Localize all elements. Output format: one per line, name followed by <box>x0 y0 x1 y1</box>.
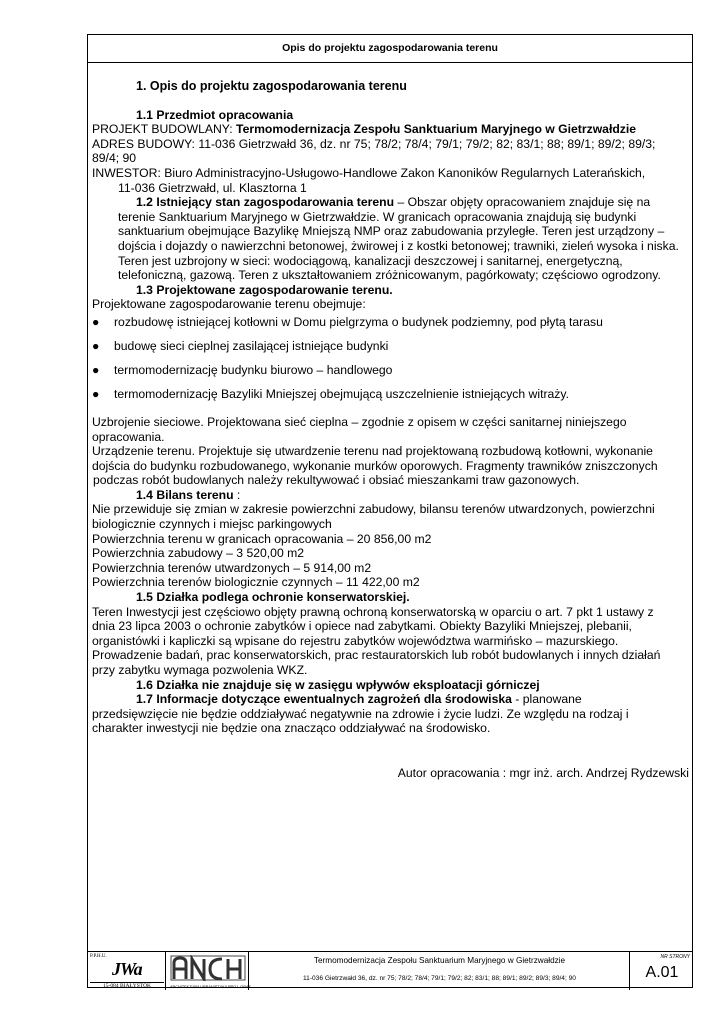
studio-logo-icon <box>170 955 246 981</box>
uzbrojenie-line-2: opracowania. <box>92 429 165 444</box>
bilans-line: biologicznie czynnych i miejsc parkingowych <box>92 517 332 532</box>
title-block-info <box>250 952 630 990</box>
ochrona-line: przy zabytku wymaga pozwolenia WKZ. <box>92 663 308 677</box>
list-item: ● termomodernizację budynku biurowo – handlowego <box>92 362 393 377</box>
bilans-line: Powierzchnia terenów utwardzonych – 5 914,00 m2 <box>92 560 372 575</box>
srodowisko-line: charakter inwestycji nie będzie ona znacząco oddziaływać na środowisko. <box>92 721 491 736</box>
section-1-7-title: 1.7 Informacje dotyczące ewentualnych zagrożeń dla środowiska - planowane <box>136 692 582 707</box>
bilans-line: Powierzchnia terenów biologicznie czynnych – 11 422,00 m2 <box>92 575 420 590</box>
page-number-cell <box>631 952 693 990</box>
page-header: Opis do projektu zagospodarowania terenu <box>88 35 692 63</box>
page-frame <box>87 34 693 988</box>
ochrona-line: organistówki i kapliczki są wpisane do rejestru zabytków województwa warmińsko – mazurskiego. <box>92 633 619 648</box>
document-body <box>92 79 689 781</box>
urzadzenie-line: Urządzenie terenu. Projektuje się utwardzenie terenu nad projektowaną rozbudową kotłowni, wykonanie <box>92 444 653 459</box>
ochrona-line: Prowadzenie badań, prac konserwatorskich, prac restauratorskich lub robót budowlanych i innych działań <box>92 648 661 663</box>
project-address: 11-036 Gietrzwałd 36, dz. nr 75; 78/2; 78/4; 79/1; 79/2; 82; 83/1; 88; 89/1; 89/2; 89/3; 89/4; 90 <box>303 975 576 982</box>
section-1-1-title: 1.1 Przedmiot opracowania <box>136 107 294 122</box>
bullet-icon: ● <box>92 314 100 329</box>
bullet-list <box>92 315 689 411</box>
author-signature: Autor opracowania : mgr inż. arch. Andrzej Rydzewski <box>397 765 689 780</box>
paragraph-line: sanktuarium obejmujące Bazylikę Mniejszą NMP oraz zabudowania przyległe. Teren jest urządzony – <box>118 224 665 239</box>
urzadzenie-line: podczas robót budowlanych należy rekultywować i obsiać mieszankami traw gazonowych. <box>93 473 580 488</box>
bullet-icon: ● <box>92 362 100 377</box>
section-1-2-text <box>92 210 689 283</box>
paragraph-line: terenie Sanktuarium Maryjnego w Gietrzwałdzie. W granicach opracowania znajdują się budynki <box>118 209 637 224</box>
list-item: ● termomodernizację Bazyliki Mniejszej obejmującą uszczelnienie istniejących witraży. <box>92 386 569 401</box>
page-number-label: NR STRONY <box>660 954 690 960</box>
bilans-line: Powierzchnia terenu w granicach opracowania – 20 856,00 m2 <box>92 531 432 546</box>
project-title: Termomodernizacja Zespołu Sanktuarium Maryjnego w Gietrzwałdzie <box>313 956 566 965</box>
inwestor-line-2: 11-036 Gietrzwałd, ul. Klasztorna 1 <box>118 180 307 195</box>
paragraph-line: telefoniczną, gazową. Teren z ukształtowaniem zróżnicowanym, pagórkowaty; częściowo ogrodzony. <box>118 268 661 283</box>
section-1-4-title: 1.4 Bilans terenu : <box>136 487 241 502</box>
list-item: ● rozbudowę istniejącej kotłowni w Domu pielgrzyma o budynek podziemny, pod płytą tarasu <box>92 314 603 329</box>
bullet-icon: ● <box>92 338 100 353</box>
company-mark: JWa <box>112 959 142 979</box>
studio-logo <box>167 952 252 990</box>
inwestor-line: INWESTOR: Biuro Administracyjno-Usługowo-Handlowe Zakon Kanoników Regularnych Laterańskich, <box>92 165 646 180</box>
company-type: P.P.H.U. <box>90 954 107 959</box>
section-1-2-title: 1.2 Istniejący stan zagospodarowania terenu – Obszar objęty opracowaniem znajduje się na <box>136 195 651 210</box>
srodowisko-line: przedsięwzięcie nie będzie oddziaływać negatywnie na zdrowie i życie ludzi. Ze względu na rodzaj i <box>92 706 629 721</box>
company-city: 15-084 BIAŁYSTOK <box>90 982 164 989</box>
adres-line: ADRES BUDOWY: 11-036 Gietrzwałd 36, dz. nr 75; 78/2; 78/4; 79/1; 79/2; 82; 83/1; 88; 89/1; 89/2; 89/3; <box>92 136 656 151</box>
section-1-5-title: 1.5 Działka podlega ochronie konserwatorskiej. <box>136 590 410 605</box>
uzbrojenie-line: Uzbrojenie sieciowe. Projektowana sieć cieplna – zgodnie z opisem w części sanitarnej niniejszego <box>92 414 627 429</box>
section-1-6-title: 1.6 Działka nie znajduje się w zasięgu wpływów eksploatacji górniczej <box>136 677 540 692</box>
bilans-line: Powierzchnia zabudowy – 3 520,00 m2 <box>92 546 305 561</box>
projekt-line: PROJEKT BUDOWLANY: Termomodernizacja Zespołu Sanktuarium Maryjnego w Gietrzwałdzie <box>92 122 637 137</box>
list-item: ● budowę sieci cieplnej zasilającej istniejące budynki <box>92 338 389 353</box>
adres-line-2: 89/4; 90 <box>92 151 137 166</box>
paragraph-line: Teren jest uzbrojony w sieci: wodociągową, kanalizacji deszczowej i sanitarnej, energetyczną, <box>118 253 623 268</box>
bullet-icon: ● <box>92 386 100 401</box>
section-1-3-title: 1.3 Projektowane zagospodarowanie terenu. <box>136 282 393 297</box>
urzadzenie-line: dojścia do budynku rozbudowanego, wykonanie murków oporowych. Fragmenty trawników zniszczonych <box>92 458 658 473</box>
studio-caption: ARCHITEKTURA URBANISTYKA PROJ. GRAF. <box>170 985 252 989</box>
paragraph-line: dojścia i dojazdy o nawierzchni betonowej, żwirowej i z kostki betonowej; trawniki, zieleń wysoka i niska. <box>118 238 679 253</box>
title-block <box>88 951 692 989</box>
bilans-line: Nie przewiduje się zmian w zakresie powierzchni zabudowy, bilansu terenów utwardzonych, powierzchni <box>92 502 655 517</box>
section-title: 1. Opis do projektu zagospodarowania terenu <box>136 79 407 93</box>
section-1-3-intro: Projektowane zagospodarowanie terenu obejmuje: <box>92 297 366 312</box>
ochrona-line: Teren Inwestycji jest częściowo objęty prawną ochroną konserwatorską w oparciu o art. 7 pkt 1 ustawy z <box>92 604 654 619</box>
ochrona-line: dnia 23 lipca 2003 o ochronie zabytków i opiece nad zabytkami. Obiekty Bazyliki Mniejszej, plebanii, <box>92 619 632 634</box>
company-logo <box>88 952 166 990</box>
page-number: A.01 <box>645 964 679 981</box>
